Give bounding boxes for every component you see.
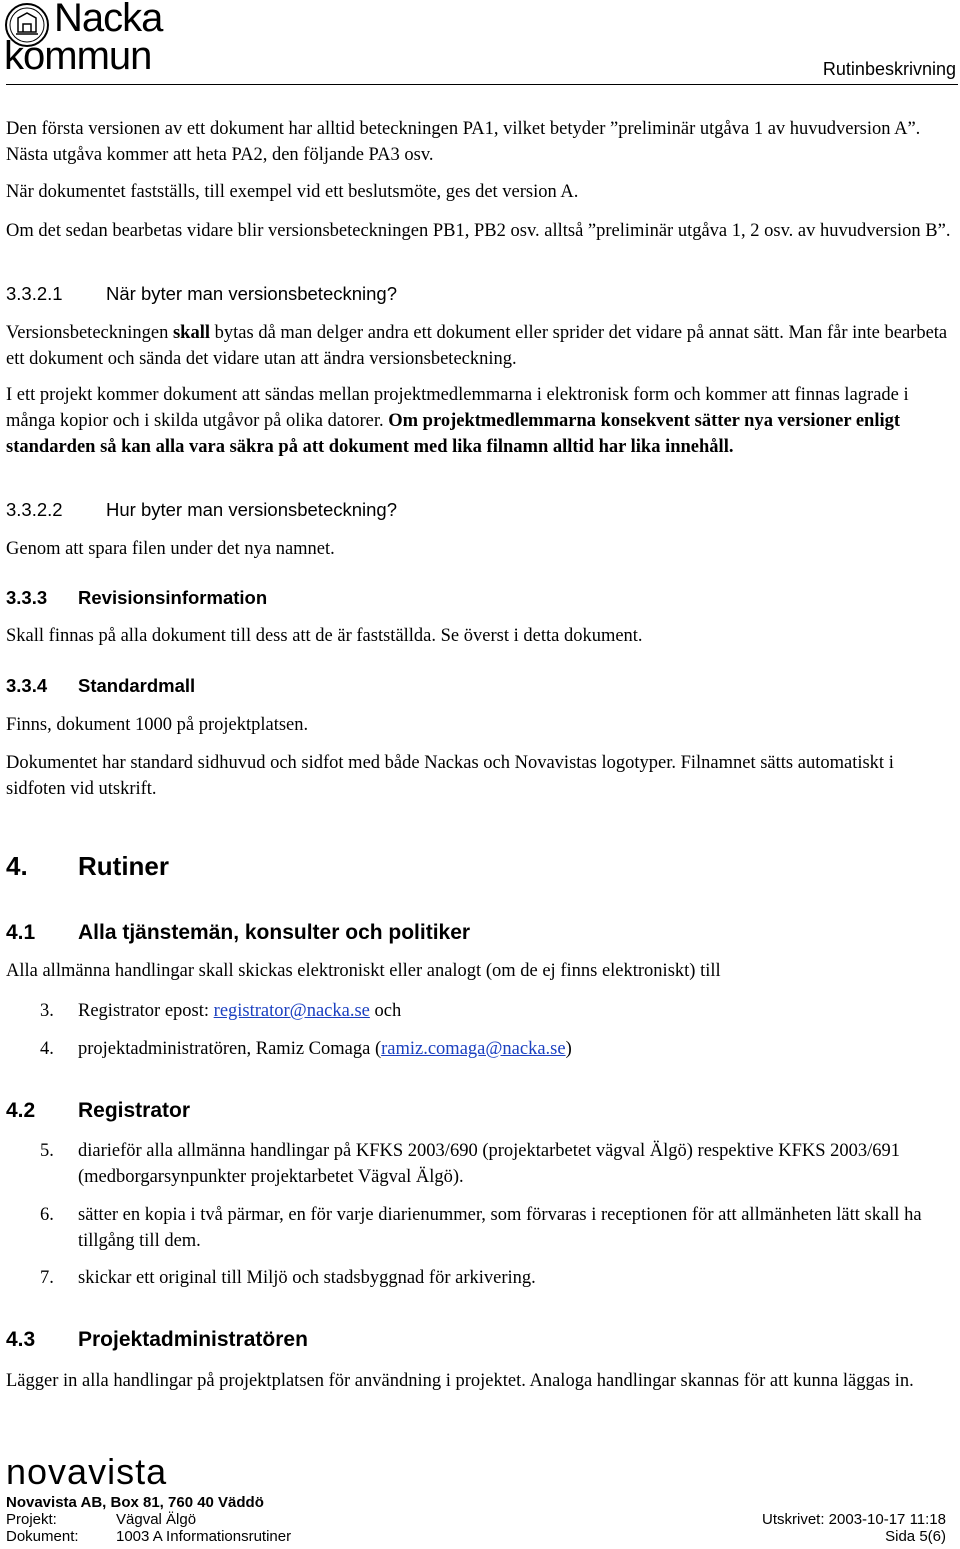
section-heading-3-3-2-2	[6, 498, 956, 522]
section-title: Standardmall	[78, 675, 196, 696]
document-type: Rutinbeskrivning	[822, 59, 956, 79]
section-heading-4-1	[6, 919, 956, 947]
section-heading-3-3-4	[6, 674, 956, 698]
paragraph: Skall finnas på alla dokument till dess att de är fastställda. Se överst i detta dokument.	[6, 626, 643, 646]
list-item: 6. sätter en kopia i två pärmar, en för varje diarienummer, som förvaras i receptionen för att allmänheten lätt skall ha tillgång till dem.	[40, 1202, 940, 1254]
section-title: Hur byter man versionsbeteckning?	[106, 499, 398, 520]
section-number: 3.3.2.1	[6, 283, 63, 304]
section-number: 3.3.3	[6, 587, 48, 608]
nacka-logo	[4, 0, 174, 78]
list-number: 4.	[40, 1039, 54, 1059]
section-number: 4.3	[6, 1328, 36, 1351]
section-number: 3.3.4	[6, 675, 48, 696]
list-number: 7.	[40, 1268, 54, 1288]
paragraph: Alla allmänna handlingar skall skickas elektroniskt eller analogt (om de ej finns elektroniskt) till	[6, 961, 721, 981]
section-heading-4-3	[6, 1326, 956, 1354]
header-divider	[6, 84, 958, 85]
section-number: 4.2	[6, 1099, 36, 1122]
paragraph: I ett projekt kommer dokument att sändas mellan projektmedlemmarna i elektronisk form och kommer att finnas lagrade i många kopior och i skilda utgåvor på olika datorer. Om projektmedlemmarna konsekvent sätter nya versioner enligt standarden så kan alla vara säkra på att dokument med lika filnamn alltid har lika innehåll.	[6, 385, 909, 457]
paragraph: När dokumentet fastställs, till exempel vid ett beslutsmöte, ges det version A.	[6, 182, 579, 202]
footer-project-value: Vägval Älgö	[116, 1511, 197, 1528]
footer-document-label: Dokument:	[6, 1528, 79, 1545]
logo-text-kommun: kommun	[4, 34, 152, 78]
section-title: Revisionsinformation	[78, 587, 268, 608]
paragraph: Om det sedan bearbetas vidare blir versionsbeteckningen PB1, PB2 osv. alltså ”preliminär utgåva 1, 2 osv. av huvudversion B”.	[6, 221, 951, 241]
list-item: 3. Registrator epost: registrator@nacka.se och	[40, 998, 940, 1024]
list-number: 3.	[40, 1001, 54, 1021]
section-heading-3-3-2-1	[6, 282, 956, 306]
footer-document-value: 1003 A Informationsrutiner	[116, 1528, 292, 1545]
paragraph: Finns, dokument 1000 på projektplatsen.	[6, 715, 309, 735]
section-title: Registrator	[78, 1099, 191, 1122]
chapter-number: 4.	[6, 851, 28, 881]
email-link-ramiz[interactable]: ramiz.comaga@nacka.se	[381, 1039, 566, 1059]
list-number: 6.	[40, 1205, 54, 1225]
list-item: 4. projektadministratören, Ramiz Comaga (ramiz.comaga@nacka.se)	[40, 1036, 940, 1062]
paragraph: Genom att spara filen under det nya namnet.	[6, 539, 335, 559]
paragraph: Versionsbeteckningen skall bytas då man delger andra ett dokument eller sprider det vidare på annat sätt. Man får inte bearbeta ett dokument och sända det vidare utan att ändra versionsbeteckning.	[6, 323, 948, 369]
section-heading-4-2	[6, 1097, 956, 1125]
paragraph: Dokumentet har standard sidhuvud och sidfot med både Nackas och Novavistas logotyper. Filnamnet sätts automatiskt i sidfoten vid utskrift.	[6, 753, 894, 799]
list-item: 5. diarieför alla allmänna handlingar på KFKS 2003/690 (projektarbetet vägval Älgö) respektive KFKS 2003/691 (medborgarsynpunkter projektarbetet Vägval Älgö).	[40, 1138, 940, 1190]
footer-company: Novavista AB, Box 81, 760 40 Väddö	[6, 1494, 264, 1511]
chapter-heading-4	[6, 850, 956, 882]
logo-text-nacka: Nacka	[54, 0, 163, 40]
footer-printed: Utskrivet: 2003-10-17 11:18	[762, 1511, 946, 1528]
list-number: 5.	[40, 1141, 54, 1161]
list-item: 7. skickar ett original till Miljö och stadsbyggnad för arkivering.	[40, 1265, 940, 1291]
section-heading-3-3-3	[6, 586, 956, 610]
section-title: Projektadministratören	[78, 1328, 308, 1351]
paragraph: Lägger in alla handlingar på projektplatsen för användning i projektet. Analoga handlingar skannas för att kunna läggas in.	[6, 1371, 914, 1391]
paragraph: Den första versionen av ett dokument har alltid beteckningen PA1, vilket betyder ”preliminär utgåva 1 av huvudversion A”. Nästa utgåva kommer att heta PA2, den följande PA3 osv.	[6, 119, 921, 165]
section-title: Alla tjänstemän, konsulter och politiker	[78, 921, 471, 944]
section-title: När byter man versionsbeteckning?	[106, 283, 398, 304]
email-link-registrator[interactable]: registrator@nacka.se	[213, 1001, 370, 1021]
chapter-title: Rutiner	[78, 851, 169, 881]
novavista-logo: novavista	[6, 1451, 168, 1492]
footer-page-number: Sida 5(6)	[885, 1528, 946, 1545]
footer-project-label: Projekt:	[6, 1511, 57, 1528]
section-number: 4.1	[6, 921, 36, 944]
section-number: 3.3.2.2	[6, 499, 63, 520]
